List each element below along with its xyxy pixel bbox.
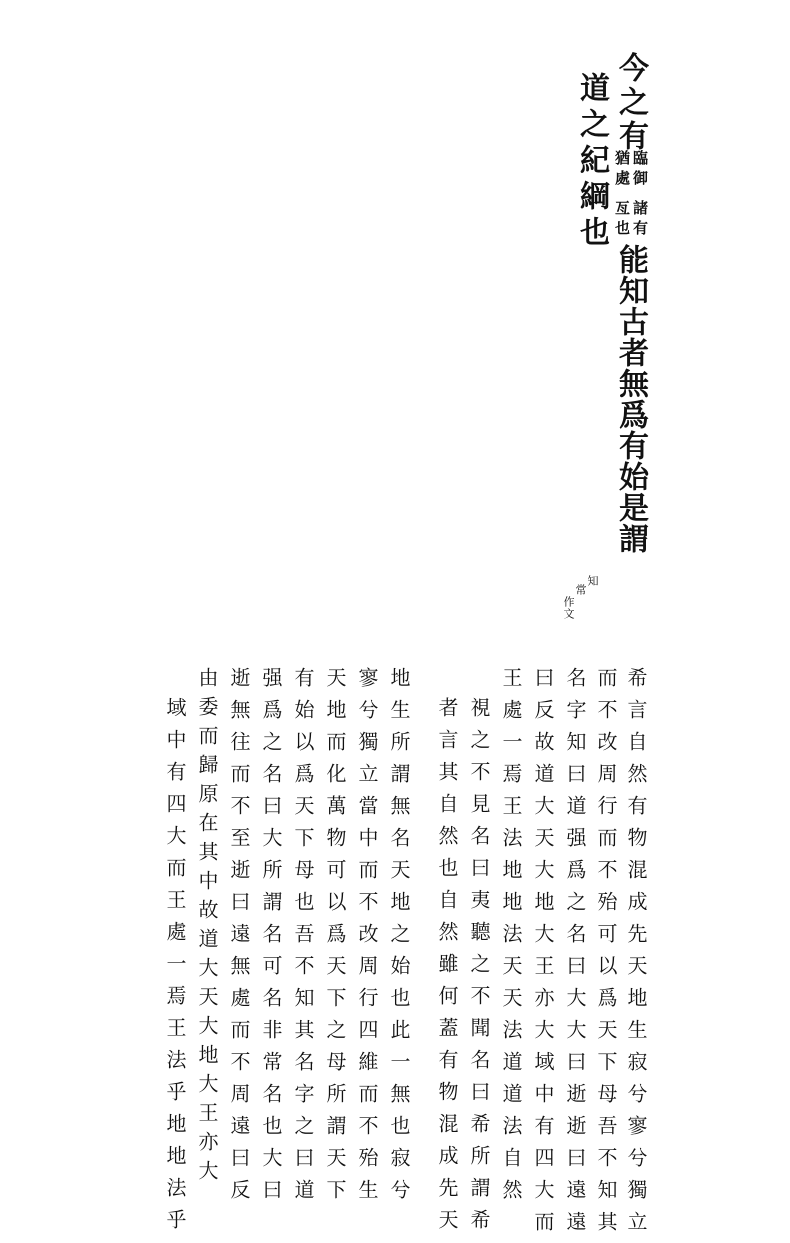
main-column-1-note-right: 臨御 [631,150,649,190]
main-column-1-note2-right: 諸有 [631,200,649,240]
commentary-column-2: 而不改周行而不殆可以爲天下母吾不知其 [594,667,618,1243]
main-column-1-top: 今之有 [613,52,648,154]
commentary-column-8: 地生所謂無名天地之始也此一無也寂兮 [387,667,411,1211]
main-column-1-note2-left: 亙也 [613,200,631,240]
commentary-column-14: 由委而歸原在其中故道大天大地大王亦大 [195,667,219,1189]
commentary-column-12: 强爲之名曰大所謂名可名非常名也大曰 [259,667,283,1211]
seal-line-3: 作文 [562,596,575,620]
commentary-column-13: 逝無往而不至逝曰遠無處而不周遠曰反 [227,667,251,1211]
commentary-column-4: 曰反故道大天大地大王亦大域中有四大而 [531,667,555,1243]
main-column-1-bottom: 能知古者無爲有始是謂 [613,244,648,554]
commentary-column-10: 天地而化萬物可以爲天下之母所謂天下 [323,667,347,1211]
commentary-column-3: 名字知曰道强爲之名曰大大曰逝逝曰遠遠 [563,667,587,1243]
commentary-column-6: 視之不見名曰夷聽之不聞名曰希所謂希 [467,697,491,1241]
seal-line-2: 常 [574,584,587,596]
commentary-column-5: 王處一焉王法地地法天天法道道法自然 [499,667,523,1211]
commentary-column-15: 域中有四大而王處一焉王法乎地地法乎 [163,697,187,1241]
main-column-1-note-left: 猶處 [613,150,631,190]
commentary-column-11: 有始以爲天下母也吾不知其名字之曰道 [291,667,315,1211]
main-column-2: 道之紀綱也 [574,72,609,252]
seal-line-1: 知 [586,575,599,587]
commentary-column-9: 寥兮獨立當中而不改周行四維而不殆生 [355,667,379,1211]
commentary-column-1: 希言自然有物混成先天地生寂兮寥兮獨立 [624,667,648,1243]
commentary-column-7: 者言其自然也自然雖何蓋有物混成先天 [435,697,459,1241]
